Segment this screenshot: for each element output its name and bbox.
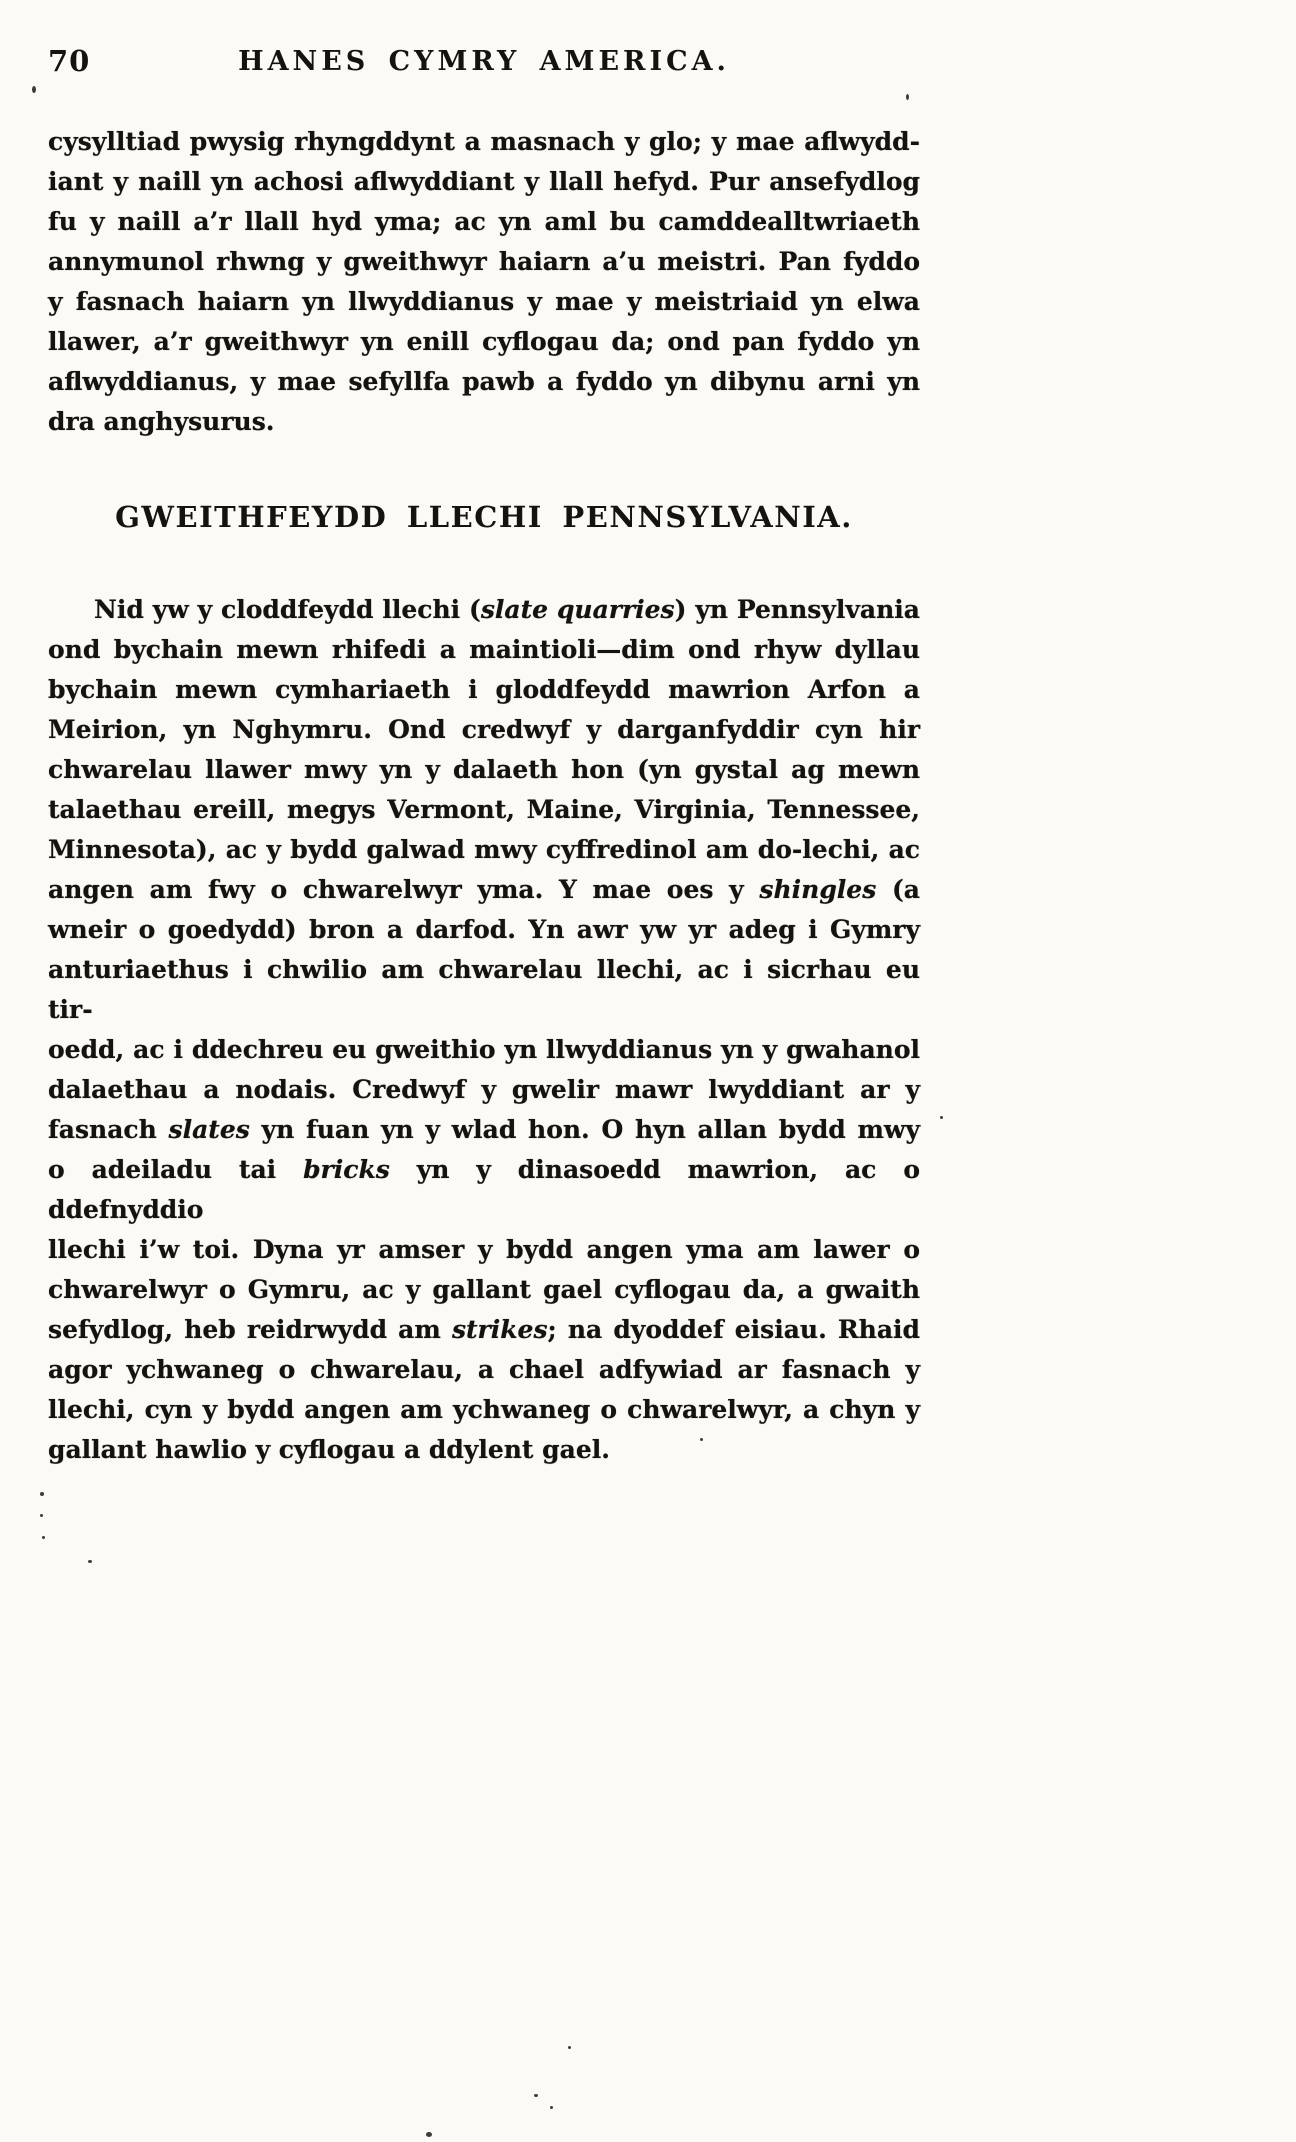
text-run: llechi i’w toi. Dyna yr amser y bydd angen yma am lawer o: [48, 1235, 920, 1264]
text-run: bychain mewn cymhariaeth i gloddfeydd mawrion Arfon a: [48, 675, 920, 704]
text-run: fu y naill a’r llall hyd yma; ac yn aml bu camddealltwriaeth: [48, 207, 920, 236]
text-run: ond bychain mewn rhifedi a maintioli—dim ond rhyw dyllau: [48, 635, 920, 664]
text-run: ; na dyoddef eisiau. Rhaid: [547, 1315, 920, 1344]
text-line: [48, 162, 920, 202]
scan-speck: [40, 1492, 44, 1496]
text-run: ) yn Pennsylvania: [674, 595, 920, 624]
text-run: Meirion, yn Nghymru. Ond credwyf y darganfyddir cyn hir: [48, 715, 920, 744]
italic-text-run: slate quarries: [480, 595, 675, 624]
scan-speck: [700, 1438, 703, 1441]
text-line: [48, 202, 920, 242]
scan-speck: [940, 1116, 943, 1119]
text-run: chwarelau llawer mwy yn y dalaeth hon (yn gystal ag mewn: [48, 755, 920, 784]
text-run: o adeiladu tai: [48, 1155, 304, 1184]
text-run: annymunol rhwng y gweithwyr haiarn a’u meistri. Pan fyddo: [48, 247, 920, 276]
text-run: dalaethau a nodais. Credwyf y gwelir mawr lwyddiant ar y: [48, 1075, 920, 1104]
text-line: [48, 322, 920, 362]
scan-speck: [550, 2106, 553, 2109]
scan-speck: [88, 1560, 92, 1563]
text-line: [48, 1390, 920, 1430]
italic-text-run: shingles: [759, 875, 877, 904]
text-run: anturiaethus i chwilio am chwarelau llechi, ac i sicrhau eu tir-: [48, 955, 920, 1024]
text-line: [48, 630, 920, 670]
text-line: [48, 1070, 920, 1110]
text-run: sefydlog, heb reidrwydd am: [48, 1315, 452, 1344]
page-number: 70: [48, 44, 91, 78]
text-line: [48, 1310, 920, 1350]
text-line: [48, 830, 920, 870]
text-run: chwarelwyr o Gymru, ac y gallant gael cyflogau da, a gwaith: [48, 1275, 920, 1304]
text-run: talaethau ereill, megys Vermont, Maine, Virginia, Tennessee,: [48, 795, 920, 824]
text-line: [48, 1030, 920, 1070]
text-line: [48, 870, 920, 910]
text-block: [48, 42, 920, 1470]
text-run: iant y naill yn achosi aflwyddiant y llall hefyd. Pur ansefydlog: [48, 167, 920, 196]
text-run: gallant hawlio y cyflogau a ddylent gael.: [48, 1435, 610, 1464]
text-line: [48, 1230, 920, 1270]
text-line: [48, 1150, 920, 1230]
scan-speck: [534, 2094, 538, 2097]
paragraph-slate-quarries: [48, 590, 920, 1470]
text-run: yn fuan yn y wlad hon. O hyn allan bydd mwy: [249, 1115, 920, 1144]
text-run: fasnach: [48, 1115, 169, 1144]
text-line: [48, 790, 920, 830]
text-line: [48, 1350, 920, 1390]
text-run: cysylltiad pwysig rhyngddynt a masnach y glo; y mae aflwydd-: [48, 127, 920, 156]
text-run: aflwyddianus, y mae sefyllfa pawb a fyddo yn dibynu arni yn: [48, 367, 920, 396]
text-run: y fasnach haiarn yn llwyddianus y mae y meistriaid yn elwa: [48, 287, 920, 316]
italic-text-run: slates: [168, 1115, 250, 1144]
text-line: [48, 1430, 920, 1470]
section-heading: GWEITHFEYDD LLECHI PENNSYLVANIA.: [115, 500, 853, 534]
text-run: (a: [876, 875, 921, 904]
text-run: Minnesota), ac y bydd galwad mwy cyffredinol am do-lechi, ac: [48, 835, 920, 864]
text-line: [48, 1270, 920, 1310]
text-line: [48, 362, 920, 402]
paragraph-coal-iron-trade: [48, 122, 920, 442]
text-run: llawer, a’r gweithwyr yn enill cyflogau da; ond pan fyddo yn: [48, 327, 920, 356]
running-title: HANES CYMRY AMERICA.: [238, 46, 730, 77]
text-run: dra anghysurus.: [48, 407, 275, 436]
scan-speck: [42, 1536, 45, 1539]
text-line: [48, 710, 920, 750]
text-line: [48, 1110, 920, 1150]
page-header: [48, 42, 920, 86]
scan-speck: [426, 2132, 432, 2137]
text-line: [48, 950, 920, 1030]
text-run: yn y dinasoedd mawrion, ac o ddefnyddio: [48, 1155, 920, 1224]
text-line: [48, 122, 920, 162]
scan-speck: [906, 94, 909, 100]
text-run: agor ychwaneg o chwarelau, a chael adfywiad ar fasnach y: [48, 1355, 920, 1384]
scan-speck: [32, 86, 36, 93]
text-line: [48, 910, 920, 950]
italic-text-run: strikes: [451, 1315, 548, 1344]
scan-speck: [40, 1514, 43, 1517]
italic-text-run: bricks: [303, 1155, 390, 1184]
scan-speck: [568, 2046, 571, 2049]
text-line: [48, 750, 920, 790]
text-line: [48, 242, 920, 282]
text-run: llechi, cyn y bydd angen am ychwaneg o chwarelwyr, a chyn y: [48, 1395, 920, 1424]
text-line: [48, 402, 920, 442]
text-run: Nid yw y cloddfeydd llechi (: [94, 595, 481, 624]
text-line: [48, 590, 920, 630]
text-run: wneir o goedydd) bron a darfod. Yn awr yw yr adeg i Gymry: [48, 915, 920, 944]
text-run: angen am fwy o chwarelwyr yma. Y mae oes y: [48, 875, 760, 904]
text-line: [48, 282, 920, 322]
text-line: [48, 670, 920, 710]
text-run: oedd, ac i ddechreu eu gweithio yn llwyddianus yn y gwahanol: [48, 1035, 920, 1064]
